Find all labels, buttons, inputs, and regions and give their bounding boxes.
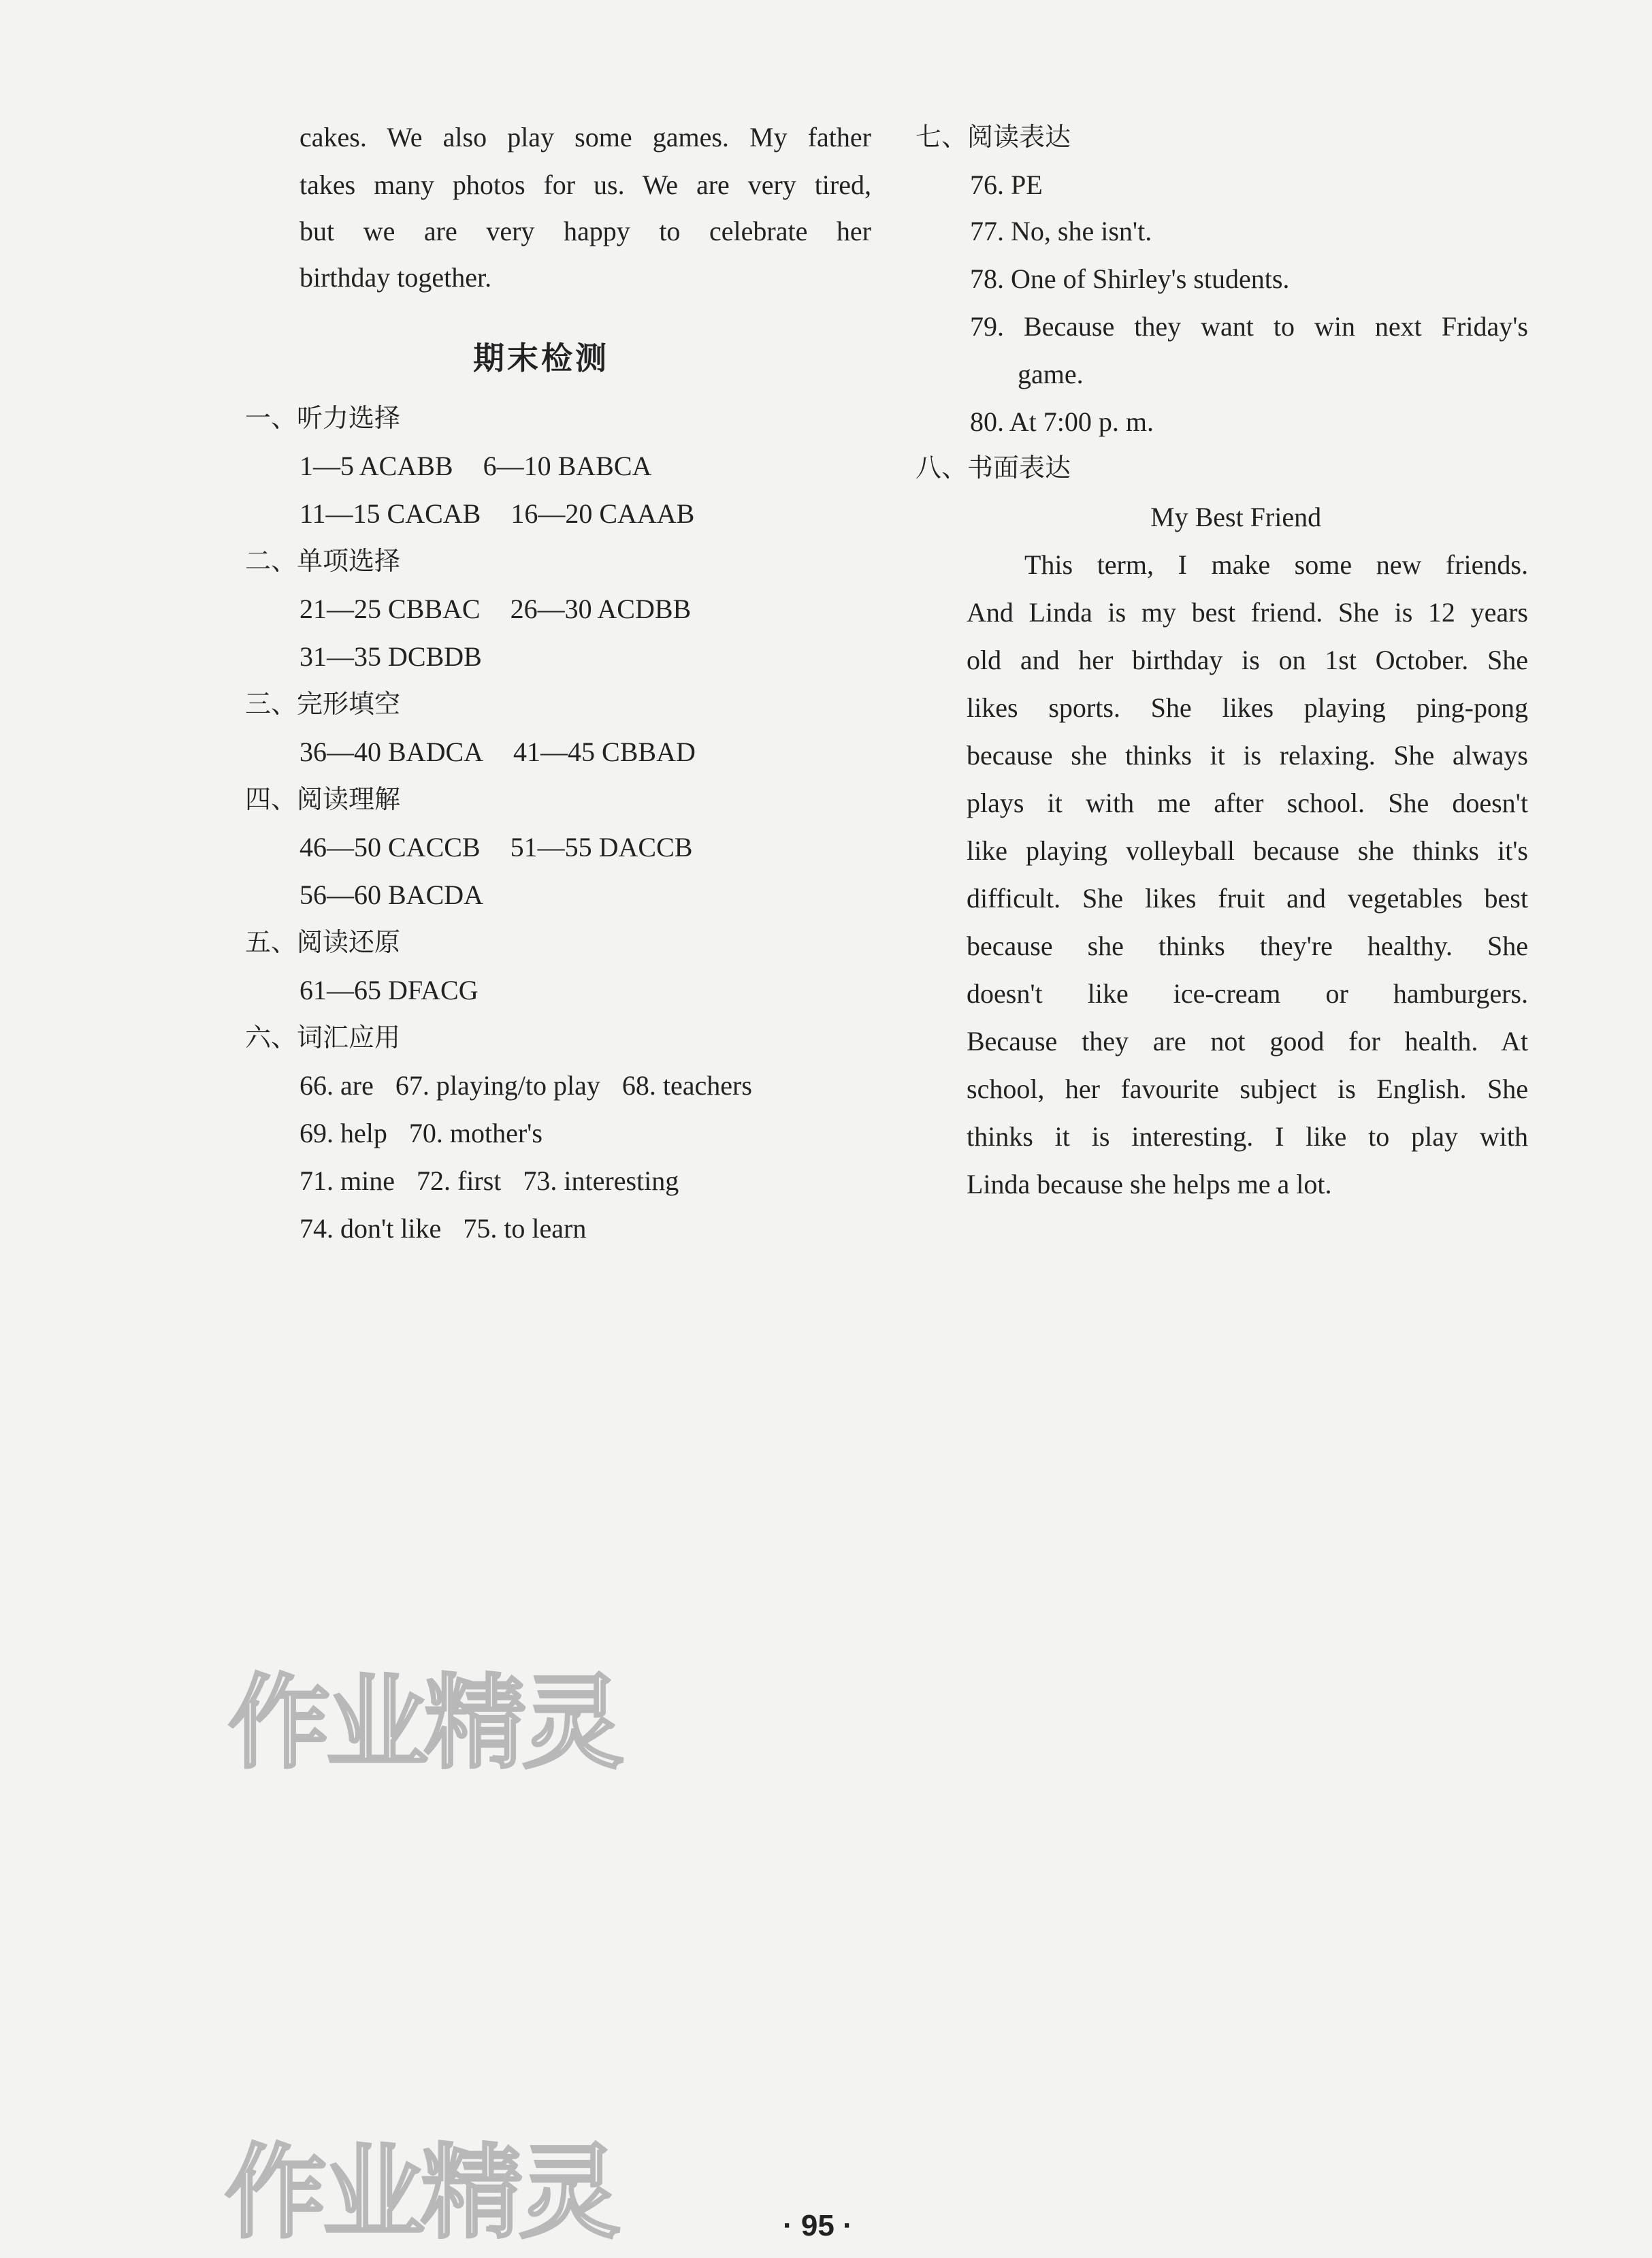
intro-line-2: takes many photos for us. We are very tired, <box>299 170 871 200</box>
intro-line-3: but we are very happy to celebrate her <box>299 216 871 246</box>
watermark: 作业精灵 <box>225 2134 617 2253</box>
vocab-answer: 67. playing/to play <box>395 1070 600 1101</box>
answer-group: 26—30 ACDBB <box>510 594 692 624</box>
answer-row <box>299 882 483 909</box>
section-6-title: 六、词汇应用 <box>245 1022 401 1052</box>
page-number: · 95 · <box>783 2209 853 2242</box>
essay-line: thinks it is interesting. I like to play with <box>967 1121 1528 1152</box>
vocab-answer: 66. are <box>299 1070 374 1101</box>
answer-group: 51—55 DACCB <box>510 832 693 862</box>
answer-group: 31—35 DCBDB <box>299 641 482 672</box>
vocab-answer: 71. mine <box>299 1165 395 1196</box>
section-2-title: 二、单项选择 <box>245 546 401 576</box>
answer-row <box>299 643 482 671</box>
essay-line: because she thinks it is relaxing. She always <box>967 740 1528 771</box>
section-3-title: 三、完形填空 <box>245 689 401 719</box>
vocab-answer: 68. teachers <box>621 1070 752 1101</box>
answer-group: 41—45 CBBAD <box>513 737 696 767</box>
section-heading: 期末检测 <box>473 340 609 376</box>
essay-line: doesn't like ice-cream or hamburgers. <box>967 978 1528 1009</box>
section-5-title: 五、阅读还原 <box>245 927 401 957</box>
essay-line: This term, I make some new friends. <box>1024 549 1528 580</box>
answer-group: 56—60 BACDA <box>299 880 484 910</box>
vocab-answer: 75. to learn <box>463 1213 587 1244</box>
vocab-row <box>299 1120 542 1147</box>
vocab-answer: 70. mother's <box>408 1118 542 1148</box>
section-1-title: 一、听力选择 <box>245 403 401 433</box>
intro-line-4: birthday together. <box>299 262 492 293</box>
essay-line: old and her birthday is on 1st October. She <box>967 645 1528 675</box>
essay-line: because she thinks they're healthy. She <box>967 931 1528 961</box>
section-7-title: 七、阅读表达 <box>916 122 1071 152</box>
answer-group: 61—65 DFACG <box>299 975 479 1005</box>
section-8-title: 八、书面表达 <box>916 453 1071 483</box>
essay-line: likes sports. She likes playing ping-pong <box>967 692 1528 723</box>
reading-answer: 80. At 7:00 p. m. <box>970 406 1154 437</box>
reading-answer: 78. One of Shirley's students. <box>970 263 1290 294</box>
watermark: 作业精灵 <box>228 1664 621 1783</box>
answer-group: 36—40 BADCA <box>299 737 484 767</box>
answer-row <box>299 739 696 766</box>
vocab-answer: 72. first <box>416 1165 502 1196</box>
section-4-title: 四、阅读理解 <box>245 784 401 814</box>
vocab-row <box>299 1072 752 1099</box>
answer-row <box>299 453 651 480</box>
vocab-answer: 74. don't like <box>299 1213 442 1244</box>
answer-group: 16—20 CAAAB <box>511 498 695 529</box>
essay-line: school, her favourite subject is English. She <box>967 1074 1528 1104</box>
reading-answer-continued: game. <box>1018 359 1084 389</box>
vocab-row <box>299 1167 679 1195</box>
answer-row <box>299 977 479 1004</box>
essay-line: And Linda is my best friend. She is 12 years <box>967 597 1528 628</box>
essay-line: like playing volleyball because she thinks it's <box>967 835 1528 866</box>
vocab-answer: 69. help <box>299 1118 387 1148</box>
intro-line-1: cakes. We also play some games. My father <box>299 122 871 152</box>
answer-group: 11—15 CACAB <box>299 498 481 529</box>
essay-line: Linda because she helps me a lot. <box>967 1169 1332 1199</box>
answer-group: 21—25 CBBAC <box>299 594 481 624</box>
essay-title: My Best Friend <box>1150 502 1322 532</box>
answer-row <box>299 596 691 623</box>
answer-group: 1—5 ACABB <box>299 451 453 481</box>
essay-line: plays it with me after school. She doesn't <box>967 788 1528 818</box>
reading-answer: 76. PE <box>970 170 1043 200</box>
reading-answer: 77. No, she isn't. <box>970 216 1152 246</box>
answer-row <box>299 834 692 861</box>
vocab-row <box>299 1215 586 1242</box>
essay-line: difficult. She likes fruit and vegetables best <box>967 883 1528 914</box>
answer-group: 6—10 BABCA <box>483 451 652 481</box>
answer-row <box>299 500 694 528</box>
vocab-answer: 73. interesting <box>523 1165 679 1196</box>
reading-answer: 79. Because they want to win next Friday's <box>970 311 1528 342</box>
answer-group: 46—50 CACCB <box>299 832 481 862</box>
essay-line: Because they are not good for health. At <box>967 1026 1528 1057</box>
